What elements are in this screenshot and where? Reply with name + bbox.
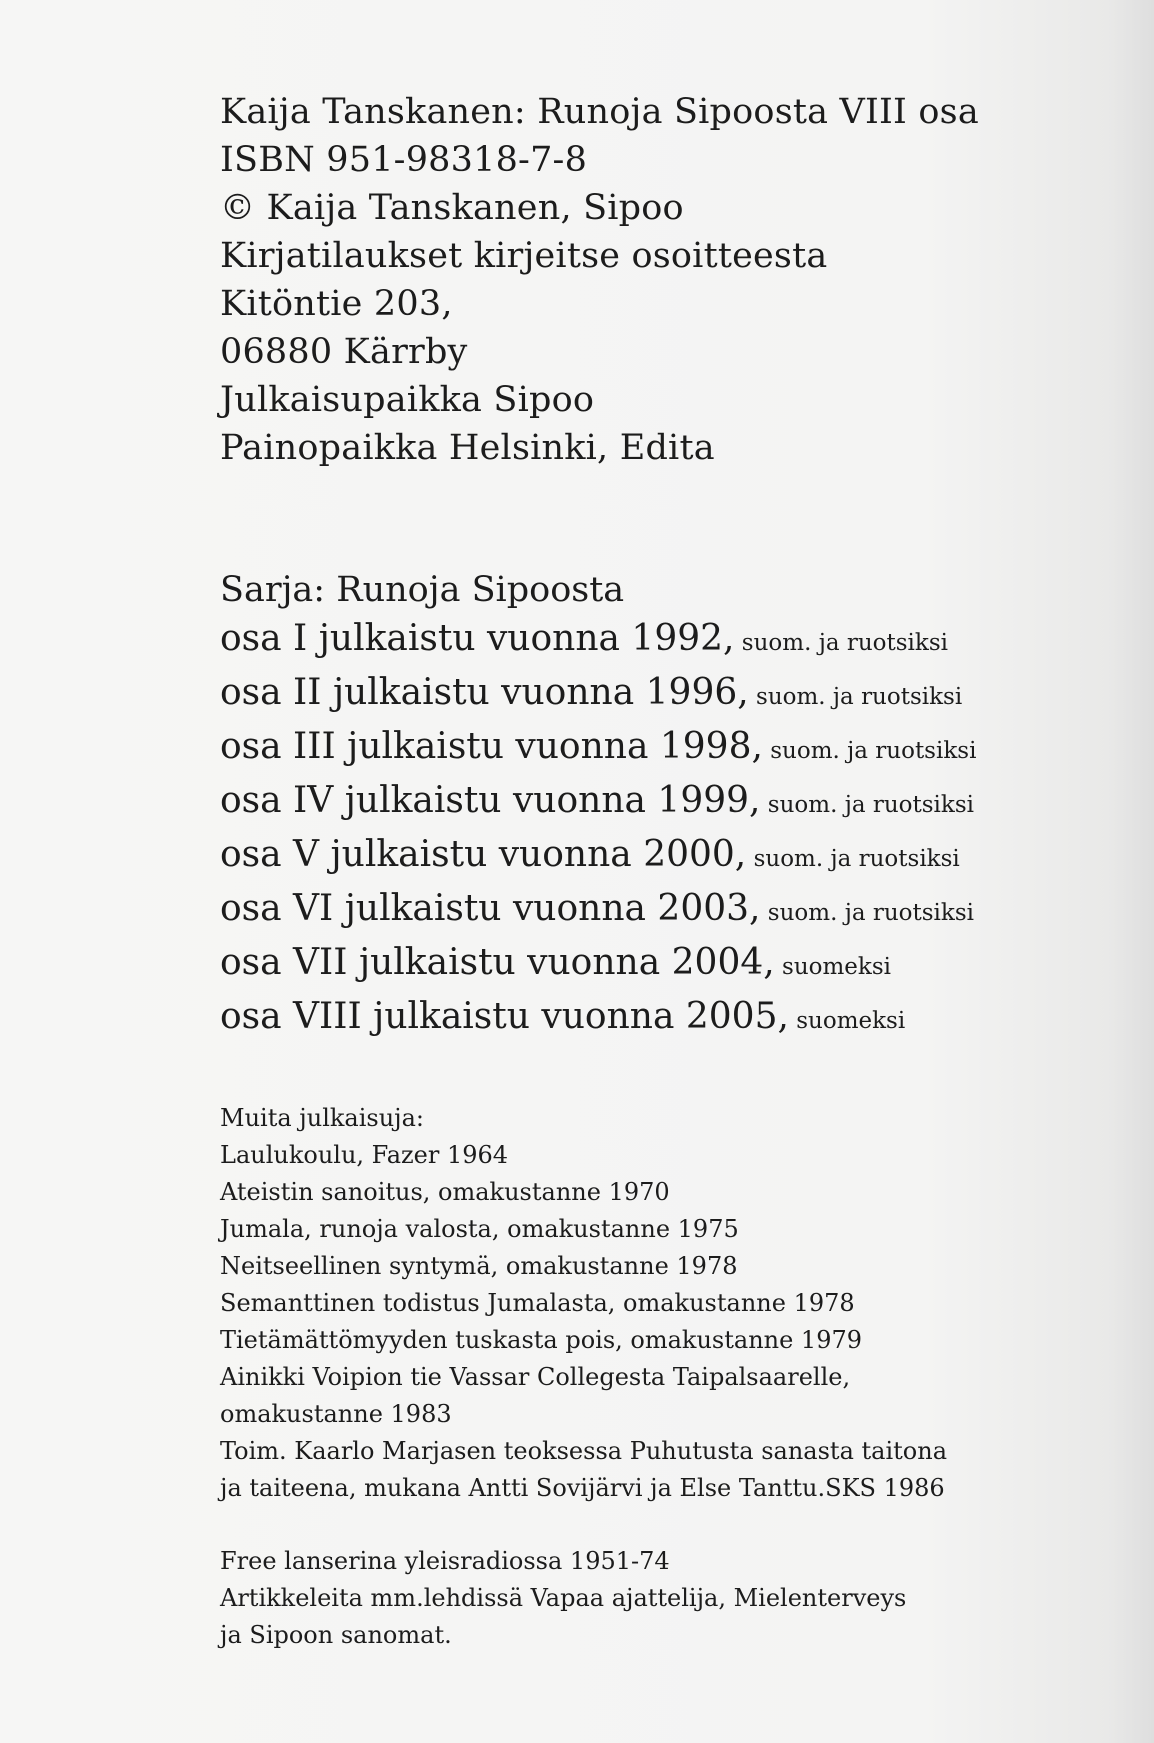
- series-part-text: osa II julkaistu vuonna 1996,: [220, 672, 749, 713]
- imprint-title: Kaija Tanskanen: Runoja Sipoosta VIII osa: [220, 92, 979, 132]
- imprint-publication-place: Julkaisupaikka Sipoo: [220, 380, 595, 420]
- series-part-language: suomeksi: [774, 954, 891, 980]
- series-part-language: suom. ja ruotsiksi: [734, 630, 948, 656]
- series-part-language: suomeksi: [788, 1008, 906, 1034]
- publication-item: Ateistin sanoitus, omakustanne 1970: [220, 1178, 670, 1206]
- publication-item: Laulukoulu, Fazer 1964: [220, 1141, 509, 1169]
- series-part-text: osa III julkaistu vuonna 1998,: [220, 726, 763, 767]
- series-part: [220, 884, 1120, 938]
- series-part-text: osa VII julkaistu vuonna 2004,: [220, 942, 775, 983]
- imprint-postal: 06880 Kärrby: [220, 332, 468, 372]
- series-part-text: osa V julkaistu vuonna 2000,: [220, 834, 747, 875]
- publication-item: Neitseellinen syntymä, omakustanne 1978: [220, 1252, 738, 1280]
- series-part-language: suom. ja ruotsiksi: [760, 792, 974, 818]
- series-part-text: osa I julkaistu vuonna 1992,: [220, 618, 735, 659]
- publication-item: Tietämättömyyden tuskasta pois, omakustanne 1979: [220, 1326, 863, 1354]
- articles-line: Artikkeleita mm.lehdissä Vapaa ajattelija, Mielenterveys: [220, 1584, 907, 1612]
- series-part-text: osa VIII julkaistu vuonna 2005,: [220, 996, 789, 1037]
- imprint-orders: Kirjatilaukset kirjeitse osoitteesta: [220, 236, 828, 276]
- imprint-printing-place: Painopaikka Helsinki, Edita: [220, 428, 715, 468]
- series-part: [220, 614, 1120, 668]
- publication-item: Semanttinen todistus Jumalasta, omakustanne 1978: [220, 1289, 855, 1317]
- series-part: [220, 776, 1120, 830]
- other-publications-heading: Muita julkaisuja:: [220, 1104, 424, 1132]
- imprint-block: [220, 88, 1120, 472]
- articles-line-continued: ja Sipoon sanomat.: [220, 1621, 452, 1649]
- series-block: [220, 566, 1120, 1046]
- series-part-language: suom. ja ruotsiksi: [746, 846, 960, 872]
- series-part-language: suom. ja ruotsiksi: [748, 684, 963, 710]
- series-part-text: osa IV julkaistu vuonna 1999,: [220, 780, 761, 821]
- page-content: [220, 88, 1120, 1654]
- series-part: [220, 668, 1120, 722]
- radio-freelance-line: Free lanserina yleisradiossa 1951-74: [220, 1547, 670, 1575]
- series-part-language: suom. ja ruotsiksi: [762, 738, 977, 764]
- publication-item: Toim. Kaarlo Marjasen teoksessa Puhutusta sanasta taitona: [220, 1437, 947, 1465]
- publication-item: Jumala, runoja valosta, omakustanne 1975: [220, 1215, 739, 1243]
- publication-item-continued: omakustanne 1983: [220, 1400, 452, 1428]
- imprint-street: Kitöntie 203,: [220, 284, 453, 324]
- series-heading: Sarja: Runoja Sipoosta: [220, 570, 625, 610]
- publication-item-continued: ja taiteena, mukana Antti Sovijärvi ja Else Tanttu.SKS 1986: [220, 1474, 945, 1502]
- radio-articles-block: [220, 1543, 1120, 1654]
- series-part: [220, 992, 1120, 1046]
- series-part-text: osa VI julkaistu vuonna 2003,: [220, 888, 761, 929]
- series-part-language: suom. ja ruotsiksi: [760, 900, 974, 926]
- series-part: [220, 830, 1120, 884]
- imprint-copyright: © Kaija Tanskanen, Sipoo: [220, 188, 684, 228]
- series-part: [220, 722, 1120, 776]
- other-publications-block: [220, 1100, 1120, 1507]
- imprint-isbn: ISBN 951-98318-7-8: [220, 140, 588, 180]
- series-part: [220, 938, 1120, 992]
- publication-item: Ainikki Voipion tie Vassar Collegesta Taipalsaarelle,: [220, 1363, 851, 1391]
